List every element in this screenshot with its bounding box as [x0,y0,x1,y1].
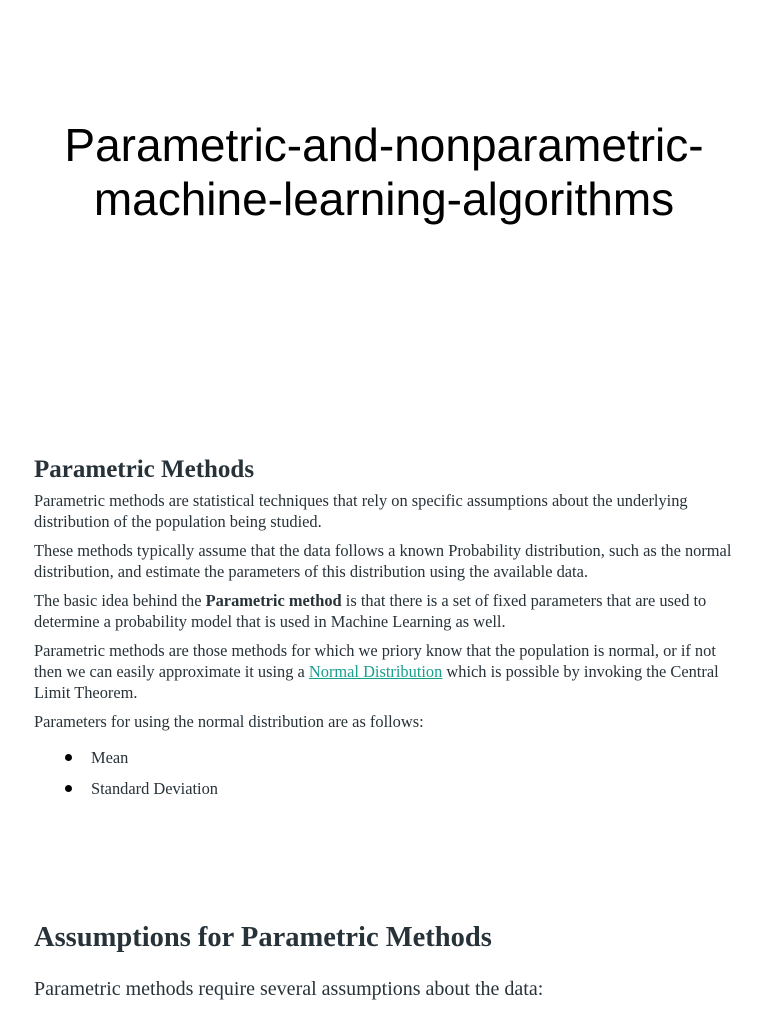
basic-idea-text-start: The basic idea behind the [34,591,206,610]
document-title-line-2: machine-learning-algorithms [93,173,675,225]
normal-population-text-end: which is possible by invoking the Central Limit Theorem. [34,662,719,702]
section-heading-assumptions: Assumptions for Parametric Methods [34,922,492,953]
normal-population-text-start: Parametric methods are those methods for which we priory know that the population is normal, or if not then we can easily approximate it using a [34,641,716,681]
document-title [0,118,768,226]
paragraph-assumptions-intro: Parametric methods require several assumptions about the data: [34,978,544,1000]
normal-distribution-link[interactable]: Normal Distribution [308,662,443,681]
document-title-line-1: Parametric-and-nonparametric- [64,119,704,171]
parametric-method-bold: Parametric method [205,591,342,610]
parameters-list [34,747,738,799]
paragraph-normal-population [34,640,738,703]
paragraph-parameters-intro: Parameters for using the normal distribution are as follows: [34,712,424,731]
list-item-label-mean: Mean [91,748,129,767]
paragraph-assumption: These methods typically assume that the data follows a known Probability distribution, such as the normal distribution, and estimate the parameters of this distribution using the available data. [34,541,732,581]
list-item-label-standard-deviation: Standard Deviation [91,779,218,798]
bullet-icon [65,754,72,761]
bullet-icon [65,785,72,792]
list-item [91,747,738,768]
section-parametric-methods [34,452,738,809]
paragraph-definition: Parametric methods are statistical techniques that rely on specific assumptions about the underlying distribution of the population being studied. [34,491,688,531]
basic-idea-text-end: is that there is a set of fixed parameters that are used to determine a probability model that is used in Machine Learning as well. [34,591,707,631]
list-item [91,778,738,799]
section-heading-parametric-methods: Parametric Methods [34,456,255,483]
paragraph-basic-idea [34,590,738,632]
